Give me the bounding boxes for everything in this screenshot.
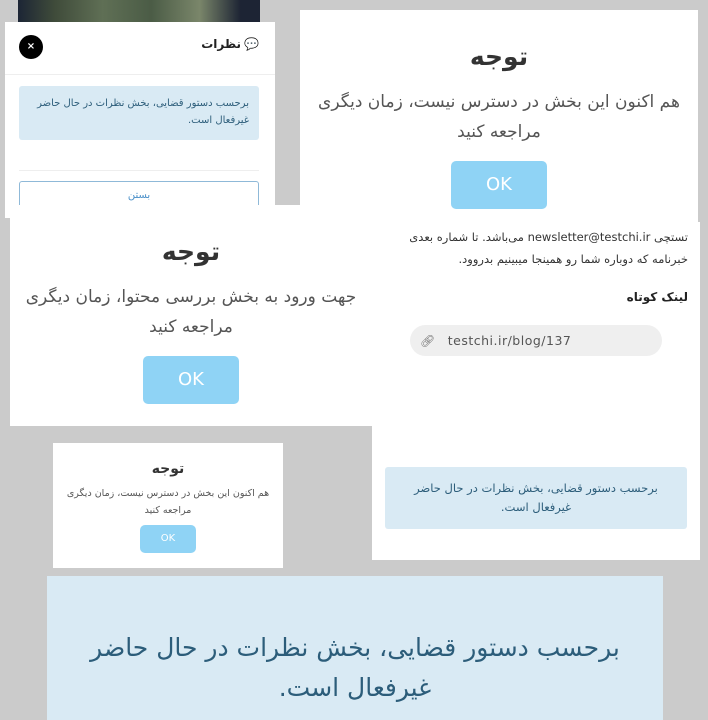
comments-modal bbox=[5, 22, 275, 218]
notice-message: هم اکنون این بخش در دسترس نیست، زمان دیگری مراجعه کنید bbox=[66, 488, 270, 516]
comments-disabled-alert: برحسب دستور قضایی، بخش نظرات در حال حاضر غیرفعال است. bbox=[385, 467, 687, 529]
close-icon[interactable]: × bbox=[19, 35, 43, 59]
modal-title-text: نظرات bbox=[201, 37, 242, 51]
close-button[interactable]: بستن bbox=[19, 181, 259, 211]
comments-disabled-alert: برحسب دستور قضایی، بخش نظرات در حال حاضر غیرفعال است. bbox=[19, 86, 259, 140]
modal-title bbox=[201, 37, 259, 51]
short-link-field[interactable] bbox=[410, 325, 662, 356]
speech-bubble-icon: 💬 bbox=[244, 37, 259, 51]
link-icon: 🔗︎ bbox=[420, 334, 436, 348]
comments-disabled-banner: برحسب دستور قضایی، بخش نظرات در حال حاضر غیرفعال است. bbox=[47, 576, 663, 720]
notice-title: توجه bbox=[151, 461, 185, 477]
article-thumbnail-image bbox=[18, 0, 260, 22]
short-link-value: testchi.ir/blog/137 bbox=[447, 333, 572, 348]
article-footer bbox=[372, 222, 700, 560]
notice-message: هم اکنون این بخش در دسترس نیست، زمان دیگری مراجعه کنید bbox=[318, 92, 680, 142]
ok-button[interactable]: OK bbox=[140, 525, 196, 553]
ok-button[interactable]: OK bbox=[451, 161, 547, 209]
notice-message: جهت ورود به بخش بررسی محتوا، زمان دیگری مراجعه کنید bbox=[25, 287, 357, 337]
notice-dialog-top bbox=[300, 10, 698, 224]
short-link-label: لینک کوتاه bbox=[626, 290, 688, 304]
newsletter-paragraph: تستچی newsletter@testchi.ir می‌باشد. تا شماره بعدی خبرنامه که دوباره شما رو همینجا میبینیم بدروود. bbox=[409, 230, 688, 266]
notice-title: توجه bbox=[161, 237, 221, 266]
modal-header bbox=[5, 22, 275, 75]
ok-button[interactable]: OK bbox=[143, 356, 239, 404]
notice-dialog-middle bbox=[10, 205, 372, 426]
notice-dialog-small bbox=[53, 443, 283, 568]
notice-title: توجه bbox=[469, 42, 529, 71]
divider bbox=[19, 170, 259, 171]
